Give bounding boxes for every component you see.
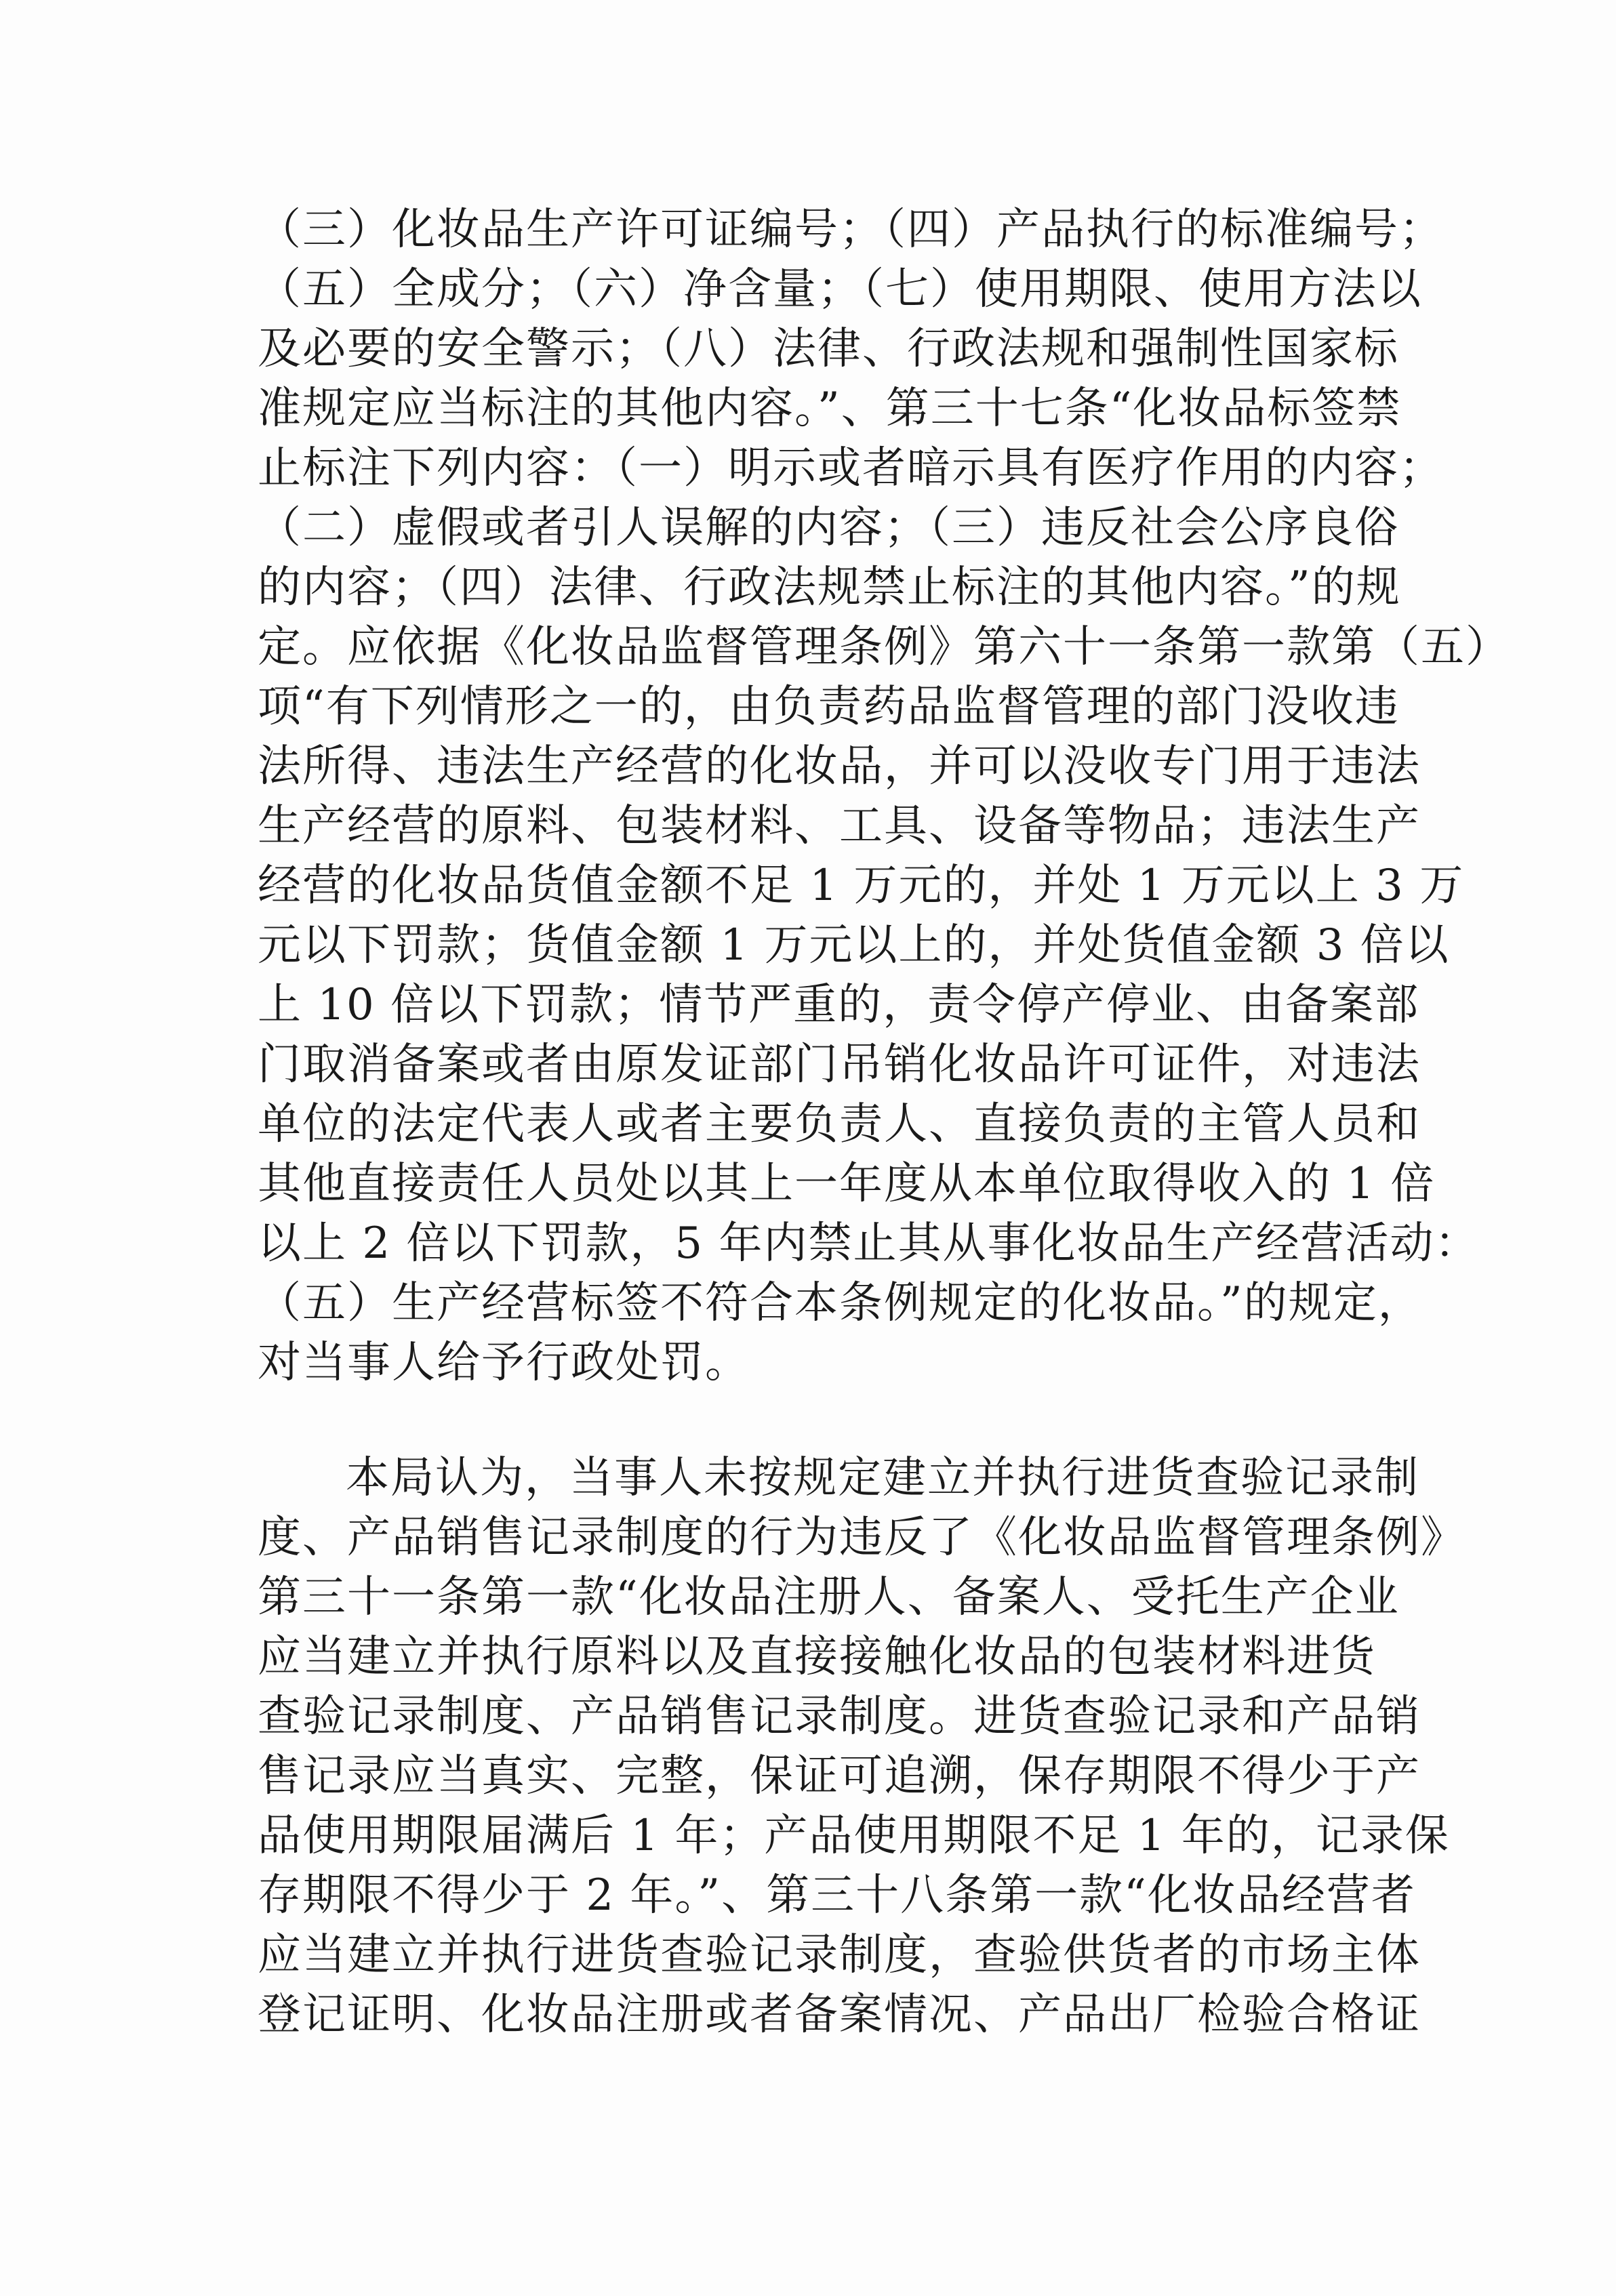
text-line: 品使用期限届满后 1 年；产品使用期限不足 1 年的，记录保	[258, 1811, 1450, 1861]
text-line: 止标注下列内容：（一）明示或者暗示具有医疗作用的内容；	[258, 443, 1444, 493]
text-line: 应当建立并执行进货查验记录制度，查验供货者的市场主体	[258, 1930, 1421, 1980]
text-line: 单位的法定代表人或者主要负责人、直接负责的主管人员和	[258, 1099, 1421, 1149]
text-line: 存期限不得少于 2 年。”、第三十八条第一款“化妆品经营者	[258, 1870, 1416, 1921]
text-line: 查验记录制度、产品销售记录制度。进货查验记录和产品销	[258, 1692, 1421, 1742]
text-line: 对当事人给予行政处罚。	[258, 1338, 750, 1388]
text-line: 元以下罚款；货值金额 1 万元以上的，并处货值金额 3 倍以	[258, 920, 1450, 970]
text-line: （五）生产经营标签不符合本条例规定的化妆品。”的规定，	[258, 1278, 1423, 1328]
text-line: 门取消备案或者由原发证部门吊销化妆品许可证件，对违法	[258, 1040, 1421, 1090]
text-line: 生产经营的原料、包装材料、工具、设备等物品；违法生产	[258, 801, 1421, 851]
text-line: 的内容；（四）法律、行政法规禁止标注的其他内容。”的规	[258, 562, 1401, 613]
text-line: 其他直接责任人员处以其上一年度从本单位取得收入的 1 倍	[258, 1159, 1436, 1209]
text-line: 本局认为，当事人未按规定建立并执行进货查验记录制	[346, 1453, 1419, 1503]
paragraph-2	[258, 1448, 1466, 2045]
text-line: 以上 2 倍以下罚款，5 年内禁止其从事化妆品生产经营活动：	[258, 1218, 1480, 1269]
text-line: 第三十一条第一款“化妆品注册人、备案人、受托生产企业	[258, 1572, 1400, 1622]
text-line: 准规定应当标注的其他内容。”、第三十七条“化妆品标签禁	[258, 384, 1402, 434]
text-line: （五）全成分；（六）净含量；（七）使用期限、使用方法以	[258, 264, 1422, 314]
text-line: （三）化妆品生产许可证编号；（四）产品执行的标准编号；	[258, 205, 1444, 255]
text-line: 上 10 倍以下罚款；情节严重的，责令停产停业、由备案部	[258, 980, 1420, 1030]
text-line: 登记证明、化妆品注册或者备案情况、产品出厂检验合格证	[258, 1990, 1421, 2040]
text-line: 及必要的安全警示；（八）法律、行政法规和强制性国家标	[258, 324, 1399, 374]
text-line: 经营的化妆品货值金额不足 1 万元的，并处 1 万元以上 3 万	[258, 861, 1465, 911]
text-line: 售记录应当真实、完整，保证可追溯，保存期限不得少于产	[258, 1751, 1421, 1801]
text-line: 法所得、违法生产经营的化妆品，并可以没收专门用于违法	[258, 741, 1421, 792]
text-line: 度、产品销售记录制度的行为违反了《化妆品监督管理条例》	[258, 1513, 1466, 1563]
text-line: （二）虚假或者引人误解的内容；（三）违反社会公序良俗	[258, 503, 1399, 553]
text-line: 应当建立并执行原料以及直接接触化妆品的包装材料进货	[258, 1632, 1376, 1682]
text-line: 项“有下列情形之一的，由负责药品监督管理的部门没收违	[258, 682, 1400, 732]
paragraph-1	[258, 200, 1510, 1393]
text-line: 定。应依据《化妆品监督管理条例》第六十一条第一款第（五）	[258, 622, 1510, 672]
